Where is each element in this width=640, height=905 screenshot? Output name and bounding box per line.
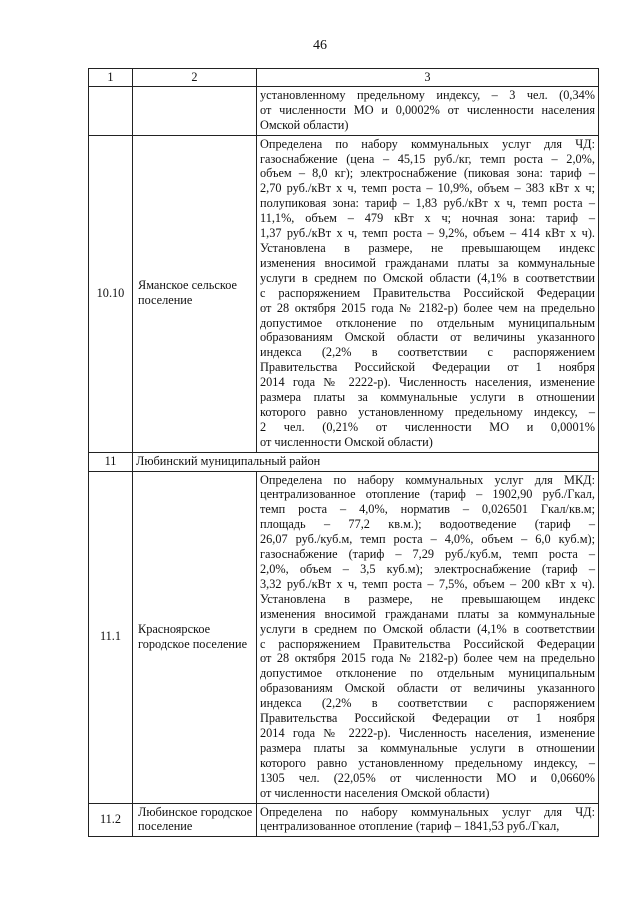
description-line: допустимое отклонение по отдельным муниципальным (260, 666, 595, 681)
description-line: 1,37 руб./кВт х ч, темп роста – 9,2%, объем – 414 кВт х ч). (260, 226, 595, 241)
header-cell-3: 3 (257, 69, 599, 87)
description-line: Правительства Российской Федерации от 1 ноября (260, 711, 595, 726)
description-line: Определена по набору коммунальных услуг для ЧД: (260, 136, 595, 151)
description-line: изменения вносимой гражданами платы за коммунальные (260, 255, 595, 270)
description-line: с распоряжением Правительства Российской Федерации (260, 285, 595, 300)
header-cell-2: 2 (133, 69, 257, 87)
description-line: услуги в среднем по Омской области (4,1% в соответствии (260, 621, 595, 636)
description-line: централизованное отопление (тариф – 1902,90 руб./Гкал, (260, 487, 595, 502)
row-number-cell: 10.10 (89, 135, 133, 452)
table-row (89, 452, 599, 471)
description-line: образованиям Омской области от величины указанного (260, 681, 595, 696)
description-line: 1305 чел. (22,05% от численности МО и 0,0660% (260, 770, 595, 785)
table-header-row (89, 69, 599, 87)
page-number: 46 (313, 38, 327, 53)
description-line: централизованное отопление (тариф – 1841,53 руб./Гкал, (260, 819, 560, 834)
description-line: газоснабжение (цена – 45,15 руб./кг, темп роста – 2,0%, (260, 151, 595, 166)
description-line: объем – 8,0 кг); электроснабжение (пиковая зона: тариф – (260, 166, 595, 181)
description-line: размера платы за коммунальные услуги в отношении (260, 740, 595, 755)
description-line: Омской области) (260, 117, 349, 132)
description-line: которого равно установленному предельному индексу, – (260, 404, 595, 419)
description-cell (257, 86, 599, 135)
description-line: с распоряжением Правительства Российской Федерации (260, 636, 595, 651)
description-line: образованиям Омской области от величины указанного (260, 330, 595, 345)
description-line: темп роста – 4,0%, норматив – 0,026501 Гкал/кв.м; (260, 502, 595, 517)
description-line: 2014 года № 2222-р). Численность населения, изменение (260, 375, 595, 390)
description-line: которого равно установленному предельному индексу, – (260, 755, 595, 770)
description-line: полупиковая зона: тариф – 1,83 руб./кВт х ч, темп роста – (260, 196, 595, 211)
description-line: 26,07 руб./куб.м, темп роста – 4,0%, объем – 6,0 куб.м); (260, 532, 595, 547)
description-line: Установлена в размере, не превышающем индекс (260, 240, 595, 255)
description-line: установленному предельному индексу, – 3 чел. (0,34% (260, 87, 595, 102)
settlement-name-cell: Красноярское городское поселение (133, 471, 257, 803)
description-line: Определена по набору коммунальных услуг для ЧД: (260, 804, 595, 819)
description-line: допустимое отклонение по отдельным муниципальным (260, 315, 595, 330)
description-line: от численности МО и 0,0002% от численности населения (260, 102, 595, 117)
description-line: Определена по набору коммунальных услуг для МКД: (260, 472, 595, 487)
description-line: от 28 октября 2015 года № 2182-р) более чем на предельно (260, 300, 595, 315)
document-table (88, 68, 599, 837)
table-row (89, 86, 599, 135)
table-row (89, 471, 599, 803)
description-line: 2,70 руб./кВт х ч, темп роста – 10,9%, объем – 383 кВт х ч; (260, 181, 595, 196)
description-line: Правительства Российской Федерации от 1 ноября (260, 360, 595, 375)
row-number-cell: 11.1 (89, 471, 133, 803)
description-line: 2 чел. (0,21% от численности МО и 0,0001% (260, 419, 595, 434)
table-row (89, 135, 599, 452)
description-line: размера платы за коммунальные услуги в отношении (260, 390, 595, 405)
description-line: 11,1%, объем – 479 кВт х ч; ночная зона: тариф – (260, 211, 595, 226)
description-line: от 28 октября 2015 года № 2182-р) более чем на предельно (260, 651, 595, 666)
description-line: изменения вносимой гражданами платы за коммунальные (260, 606, 595, 621)
settlement-name-cell: Любинское городское поселение (133, 803, 257, 837)
description-line: от численности Омской области) (260, 434, 433, 449)
district-name-cell: Любинский муниципальный район (133, 452, 599, 471)
row-number-cell (89, 86, 133, 135)
description-cell (257, 803, 599, 837)
description-line: индекса (2,2% в соответствии с распоряжением (260, 345, 595, 360)
description-cell (257, 135, 599, 452)
document-table-body (89, 69, 599, 837)
header-cell-1: 1 (89, 69, 133, 87)
description-line: 2,0%, объем – 3,5 куб.м); электроснабжение (тариф – (260, 562, 595, 576)
table-row (89, 803, 599, 837)
row-number-cell: 11 (89, 452, 133, 471)
description-line: площадь – 77,2 кв.м.); водоотведение (тариф – (260, 517, 595, 532)
description-line: индекса (2,2% в соответствии с распоряжением (260, 696, 595, 711)
description-line: 3,32 руб./кВт х ч, темп роста – 7,5%, объем – 200 кВт х ч). (260, 576, 595, 591)
description-line: от численности населения Омской области) (260, 785, 490, 800)
description-line: Установлена в размере, не превышающем индекс (260, 591, 595, 606)
description-line: услуги в среднем по Омской области (4,1% в соответствии (260, 270, 595, 285)
description-line: газоснабжение (тариф – 7,29 руб./куб.м, темп роста – (260, 547, 595, 562)
settlement-name-cell: Яманское сельское поселение (133, 135, 257, 452)
settlement-name-cell (133, 86, 257, 135)
row-number-cell: 11.2 (89, 803, 133, 837)
description-cell (257, 471, 599, 803)
description-line: 2014 года № 2222-р). Численность населения, изменение (260, 725, 595, 740)
